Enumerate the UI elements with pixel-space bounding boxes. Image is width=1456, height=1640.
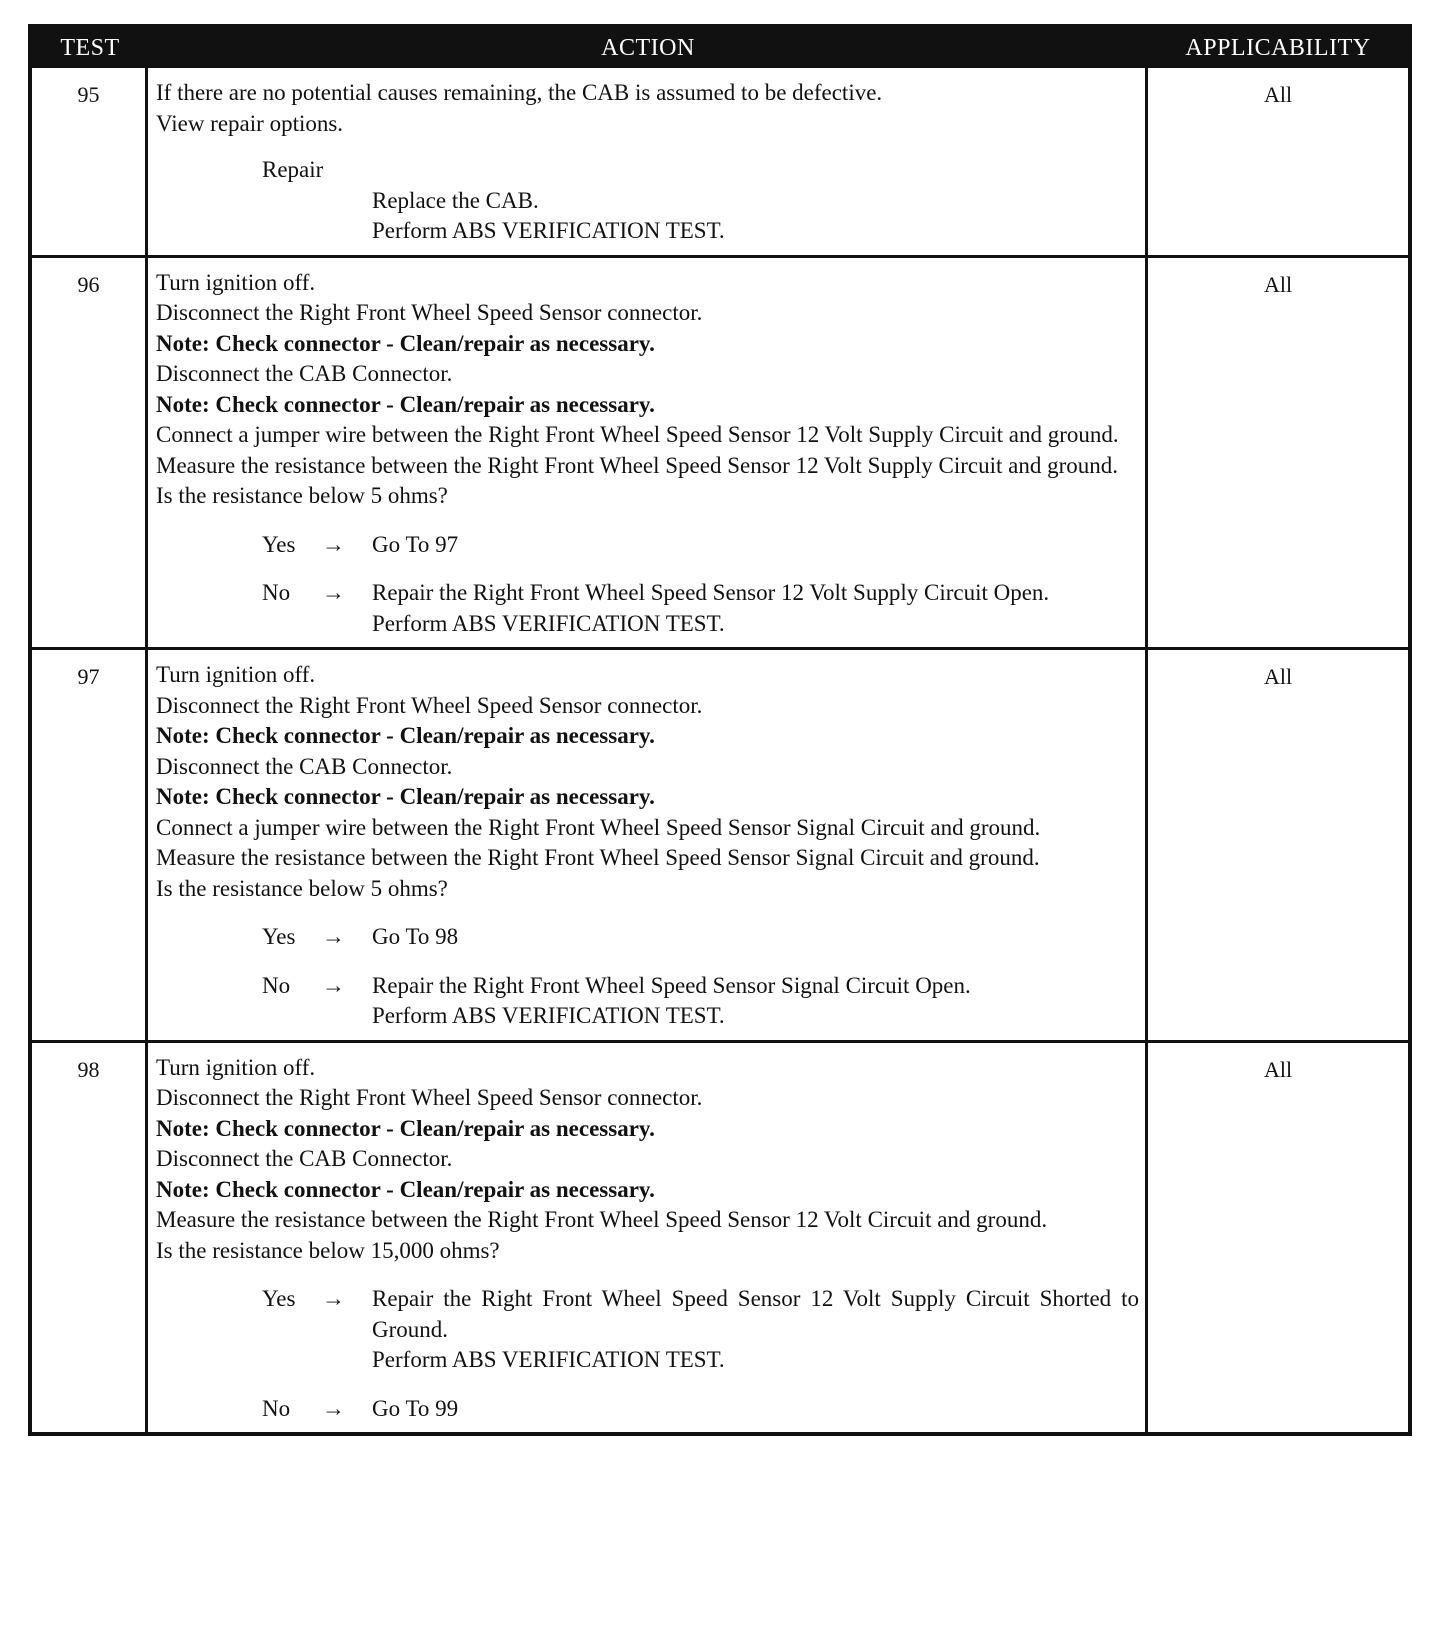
arrow-icon: → bbox=[322, 972, 345, 998]
yes-label: Yes bbox=[262, 531, 296, 557]
test-number: 95 bbox=[32, 68, 148, 255]
result-line: Go To 97 bbox=[372, 531, 459, 557]
test-number: 96 bbox=[32, 258, 148, 648]
action-step: Turn ignition off. bbox=[156, 269, 316, 295]
result-line: Repair the Right Front Wheel Speed Sensor 12 Volt Supply Circuit Open. bbox=[372, 580, 1050, 605]
action-step: Measure the resistance between the Right Front Wheel Speed Sensor 12 Volt Circuit and ground. bbox=[156, 1207, 1048, 1232]
action-step: Disconnect the CAB Connector. bbox=[156, 753, 453, 779]
note-text: Note: Check connector - Clean/repair as necessary. bbox=[156, 784, 655, 809]
yes-result bbox=[372, 1284, 1139, 1376]
action-step: View repair options. bbox=[156, 110, 344, 136]
yes-branch bbox=[156, 530, 1139, 561]
applicability-value: All bbox=[1263, 664, 1293, 689]
note-text: Note: Check connector - Clean/repair as necessary. bbox=[156, 330, 655, 356]
note-text: Note: Check connector - Clean/repair as necessary. bbox=[156, 1176, 655, 1202]
table-row bbox=[32, 1040, 1408, 1433]
yes-result bbox=[372, 530, 1139, 561]
action-step: Turn ignition off. bbox=[156, 662, 316, 687]
note-text: Note: Check connector - Clean/repair as necessary. bbox=[156, 391, 655, 417]
action-step: Turn ignition off. bbox=[156, 1054, 316, 1080]
action-step: Is the resistance below 15,000 ohms? bbox=[156, 1237, 500, 1263]
table-row bbox=[32, 255, 1408, 648]
repair-label: Repair bbox=[262, 157, 324, 182]
result-line: Perform ABS VERIFICATION TEST. bbox=[372, 1003, 725, 1028]
action-cell bbox=[148, 258, 1148, 648]
action-step: Disconnect the CAB Connector. bbox=[156, 1146, 453, 1171]
result-line: Repair the Right Front Wheel Speed Sensor 12 Volt Supply Circuit Shorted to Ground. bbox=[372, 1286, 1139, 1342]
applicability-value: All bbox=[1263, 82, 1293, 107]
action-cell bbox=[148, 650, 1148, 1040]
action-cell bbox=[148, 68, 1148, 255]
no-result bbox=[372, 578, 1139, 639]
action-step: If there are no potential causes remaining, the CAB is assumed to be defective. bbox=[156, 80, 883, 105]
header-action: ACTION bbox=[601, 34, 695, 61]
action-step: Measure the resistance between the Right Front Wheel Speed Sensor 12 Volt Supply Circuit and ground. bbox=[156, 452, 1119, 478]
arrow-icon: → bbox=[322, 531, 345, 557]
action-step: Connect a jumper wire between the Right Front Wheel Speed Sensor Signal Circuit and ground. bbox=[156, 814, 1041, 840]
yes-branch bbox=[156, 922, 1139, 953]
header-applicability: APPLICABILITY bbox=[1185, 34, 1371, 61]
note-text: Note: Check connector - Clean/repair as necessary. bbox=[156, 1115, 655, 1141]
result-line: Repair the Right Front Wheel Speed Sensor Signal Circuit Open. bbox=[372, 972, 971, 998]
action-step: Disconnect the Right Front Wheel Speed Sensor connector. bbox=[156, 300, 703, 325]
action-step: Is the resistance below 5 ohms? bbox=[156, 483, 448, 508]
repair-item: Perform ABS VERIFICATION TEST. bbox=[372, 218, 725, 243]
yes-result bbox=[372, 922, 1139, 953]
no-label: No bbox=[262, 1395, 291, 1421]
arrow-icon: → bbox=[322, 924, 345, 949]
action-step: Is the resistance below 5 ohms? bbox=[156, 875, 448, 901]
yes-branch bbox=[156, 1284, 1139, 1376]
no-branch bbox=[156, 578, 1139, 639]
no-label: No bbox=[262, 972, 291, 998]
arrow-icon: → bbox=[322, 1395, 345, 1421]
result-line: Perform ABS VERIFICATION TEST. bbox=[372, 1347, 725, 1372]
repair-options bbox=[156, 155, 1139, 247]
no-branch bbox=[156, 1394, 1139, 1425]
result-line: Go To 99 bbox=[372, 1395, 459, 1421]
table-header bbox=[32, 28, 1408, 68]
action-step: Connect a jumper wire between the Right Front Wheel Speed Sensor 12 Volt Supply Circuit and ground. bbox=[156, 422, 1119, 447]
action-step: Measure the resistance between the Right Front Wheel Speed Sensor Signal Circuit and ground. bbox=[156, 845, 1040, 870]
repair-item: Replace the CAB. bbox=[372, 187, 539, 213]
applicability-value: All bbox=[1263, 1056, 1293, 1082]
action-step: Disconnect the Right Front Wheel Speed Sensor connector. bbox=[156, 692, 703, 718]
arrow-icon: → bbox=[322, 580, 345, 605]
header-test: TEST bbox=[60, 34, 120, 61]
result-line: Perform ABS VERIFICATION TEST. bbox=[372, 610, 725, 636]
action-cell bbox=[148, 1043, 1148, 1433]
arrow-icon: → bbox=[322, 1286, 345, 1311]
no-label: No bbox=[262, 580, 291, 605]
result-line: Go To 98 bbox=[372, 924, 459, 949]
action-step: Disconnect the CAB Connector. bbox=[156, 361, 453, 386]
table-body bbox=[32, 68, 1408, 1432]
yes-label: Yes bbox=[262, 924, 296, 949]
no-result bbox=[372, 971, 1139, 1032]
test-number: 98 bbox=[32, 1043, 148, 1433]
diagnostic-test-table bbox=[28, 24, 1412, 1436]
applicability-value: All bbox=[1263, 271, 1293, 297]
table-row bbox=[32, 68, 1408, 255]
test-number: 97 bbox=[32, 650, 148, 1040]
no-result bbox=[372, 1394, 1139, 1425]
action-step: Disconnect the Right Front Wheel Speed Sensor connector. bbox=[156, 1085, 703, 1110]
table-row bbox=[32, 647, 1408, 1040]
yes-label: Yes bbox=[262, 1286, 296, 1311]
no-branch bbox=[156, 971, 1139, 1032]
note-text: Note: Check connector - Clean/repair as necessary. bbox=[156, 723, 655, 748]
